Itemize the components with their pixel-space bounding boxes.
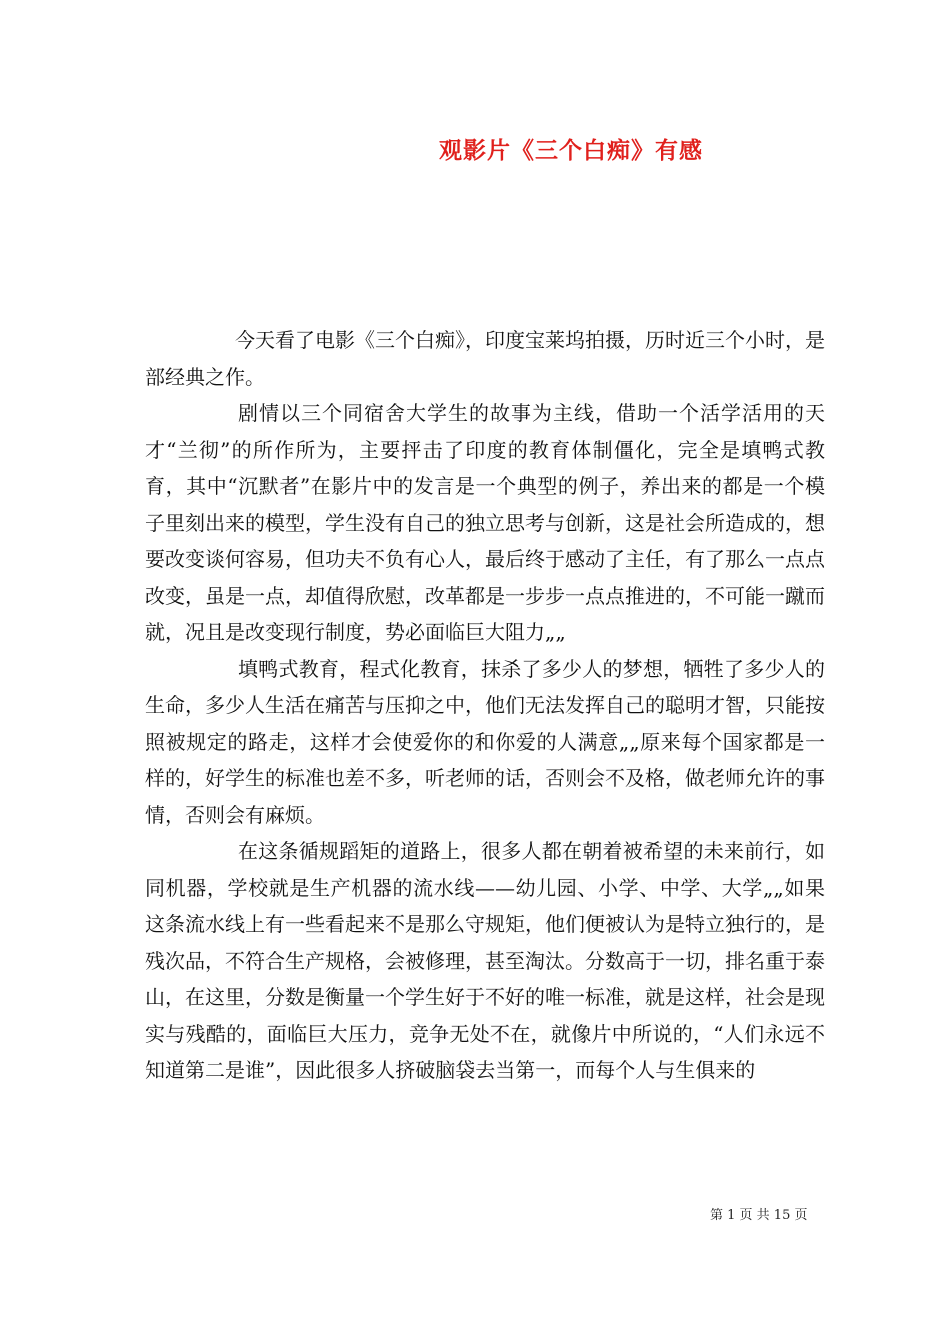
paragraph-2: 剧情以三个同宿舍大学生的故事为主线，借助一个活学活用的天才“兰彻”的所作所为，主要抨击了印度的教育体制僵化，完全是填鸭式教育，其中“沉默者”在影片中的发言是一个典型的例子，养出来的都是一个模子里刻出来的模型，学生没有自己的独立思考与创新，这是社会所造成的，想要改变谈何容易，但功夫不负有心人，最后终于感动了主任，有了那么一点点改变，虽是一点，却值得欣慰，改革都是一步步一点点推进的，不可能一蹴而就，况且是改变现行制度，势必面临巨大阻力„„: [145, 401, 825, 644]
paragraph-3: 填鸭式教育，程式化教育，抹杀了多少人的梦想，牺牲了多少人的生命，多少人生活在痛苦与压抑之中，他们无法发挥自己的聪明才智，只能按照被规定的路走，这样才会使爱你的和你爱的人满意„„原来每个国家都是一样的，好学生的标准也差不多，听老师的话，否则会不及格，做老师允许的事情，否则会有麻烦。: [145, 656, 825, 827]
page-number-footer: 第 1 页 共 15 页: [710, 1208, 808, 1223]
document-title: 观影片《三个白痴》有感: [439, 137, 703, 164]
document-body: [145, 322, 825, 1089]
paragraph-1: 今天看了电影《三个白痴》，印度宝莱坞拍摄，历时近三个小时，是部经典之作。: [145, 328, 825, 389]
paragraph-4: 在这条循规蹈矩的道路上，很多人都在朝着被希望的未来前行，如同机器，学校就是生产机器的流水线——幼儿园、小学、中学、大学„„如果这条流水线上有一些看起来不是那么守规矩，他们便被认为是特立独行的，是残次品，不符合生产规格，会被修理，甚至淘汰。分数高于一切，排名重于泰山，在这里，分数是衡量一个学生好于不好的唯一标准，就是这样，社会是现实与残酷的，面临巨大压力，竞争无处不在，就像片中所说的，“人们永远不知道第二是谁”，因此很多人挤破脑袋去当第一，而每个人与生俱来的: [145, 839, 825, 1082]
